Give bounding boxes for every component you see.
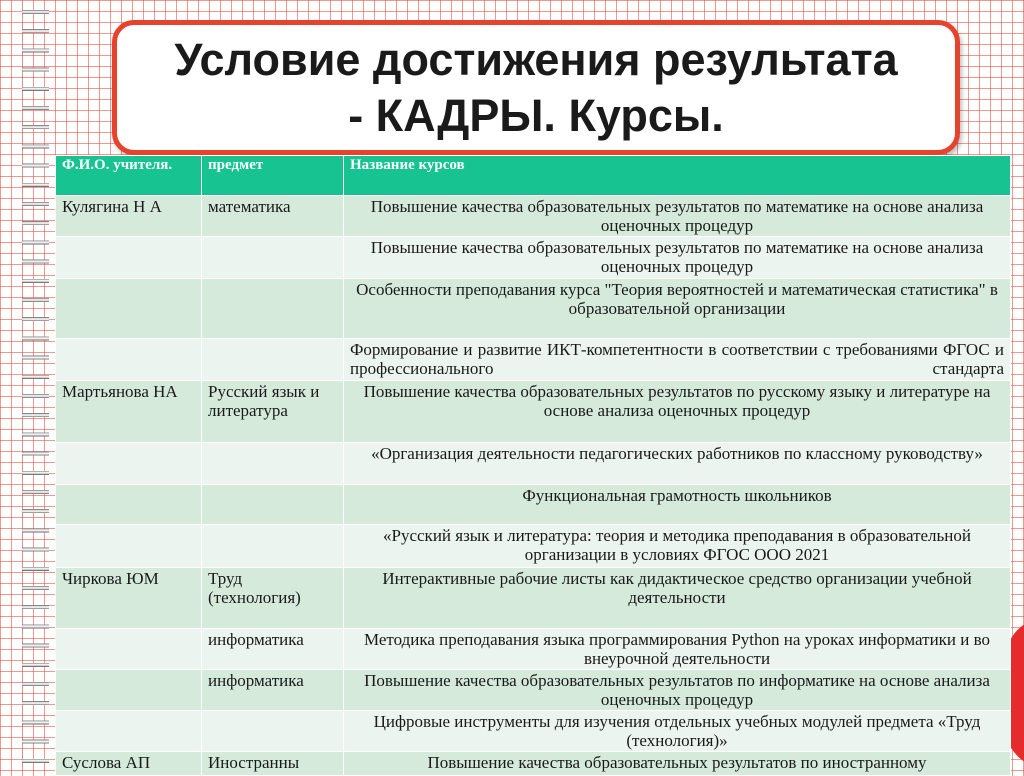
header-teacher: Ф.И.О. учителя. (56, 156, 202, 196)
cell-teacher (56, 711, 202, 752)
cell-subject (202, 711, 344, 752)
header-course: Название курсов (344, 156, 1011, 196)
cell-course: «Русский язык и литература: теория и методика преподавания в образовательной организации в условиях ФГОС ООО 2021 (344, 525, 1011, 568)
cell-teacher (56, 339, 202, 381)
table-header-row (56, 156, 1011, 196)
table-row (56, 568, 1011, 629)
cell-teacher (56, 485, 202, 525)
table-row (56, 711, 1011, 752)
cell-course: Интерактивные рабочие листы как дидактическое средство организации учебной деятельности (344, 568, 1011, 629)
cell-course: Методика преподавания языка программирования Python на уроках информатики и во внеурочной деятельности (344, 629, 1011, 670)
table-row (56, 381, 1011, 443)
table-row (56, 525, 1011, 568)
cell-subject: математика (202, 196, 344, 237)
table-row (56, 629, 1011, 670)
cell-teacher (56, 525, 202, 568)
cell-course: Особенности преподавания курса "Теория вероятностей и математическая статистика" в образовательной организации (344, 279, 1011, 339)
table-row (56, 279, 1011, 339)
cell-course: Цифровые инструменты для изучения отдельных учебных модулей предмета «Труд (технология)» (344, 711, 1011, 752)
cell-course: Повышение качества образовательных результатов по иностранному (344, 752, 1011, 776)
cell-subject (202, 279, 344, 339)
cell-subject: информатика (202, 629, 344, 670)
cell-course: Повышение качества образовательных результатов по математике на основе анализа оценочных процедур (344, 237, 1011, 279)
cell-subject: информатика (202, 670, 344, 711)
cell-teacher (56, 443, 202, 485)
cell-subject (202, 339, 344, 381)
cell-teacher: Мартьянова НА (56, 381, 202, 443)
cell-subject (202, 443, 344, 485)
cell-subject (202, 525, 344, 568)
title-box (112, 20, 960, 155)
slide-title-line-2: - КАДРЫ. Курсы. (348, 89, 724, 141)
table-row (56, 443, 1011, 485)
cell-teacher (56, 670, 202, 711)
cell-teacher: Чиркова ЮМ (56, 568, 202, 629)
table-row (56, 670, 1011, 711)
cell-course: Формирование и развитие ИКТ-компетентности в соответствии с требованиями ФГОС и профессионального стандарта (344, 339, 1011, 381)
header-subject: предмет (202, 156, 344, 196)
table-row (56, 237, 1011, 279)
cell-subject: Иностранны (202, 752, 344, 776)
cell-course: Повышение качества образовательных результатов по информатике на основе анализа оценочных процедур (344, 670, 1011, 711)
cell-subject: Русский язык и литература (202, 381, 344, 443)
cell-subject: Труд (технология) (202, 568, 344, 629)
cell-teacher (56, 279, 202, 339)
slide-title-line-1: Условие достижения результата (174, 33, 898, 85)
cell-teacher: Кулягина Н А (56, 196, 202, 237)
cell-course: «Организация деятельности педагогических работников по классному руководству» (344, 443, 1011, 485)
cell-subject (202, 485, 344, 525)
notebook-spiral-binding (22, 0, 49, 767)
cell-course: Функциональная грамотность школьников (344, 485, 1011, 525)
cell-course: Повышение качества образовательных результатов по русскому языку и литературе на основе анализа оценочных процедур (344, 381, 1011, 443)
courses-table (55, 155, 1011, 776)
table-row (56, 485, 1011, 525)
table-row (56, 752, 1011, 776)
cell-teacher (56, 629, 202, 670)
cell-teacher (56, 237, 202, 279)
cell-course: Повышение качества образовательных результатов по математике на основе анализа оценочных процедур (344, 196, 1011, 237)
cell-subject (202, 237, 344, 279)
table-row (56, 196, 1011, 237)
table-row (56, 339, 1011, 381)
cell-teacher: Суслова АП (56, 752, 202, 776)
slide-title (174, 32, 897, 144)
